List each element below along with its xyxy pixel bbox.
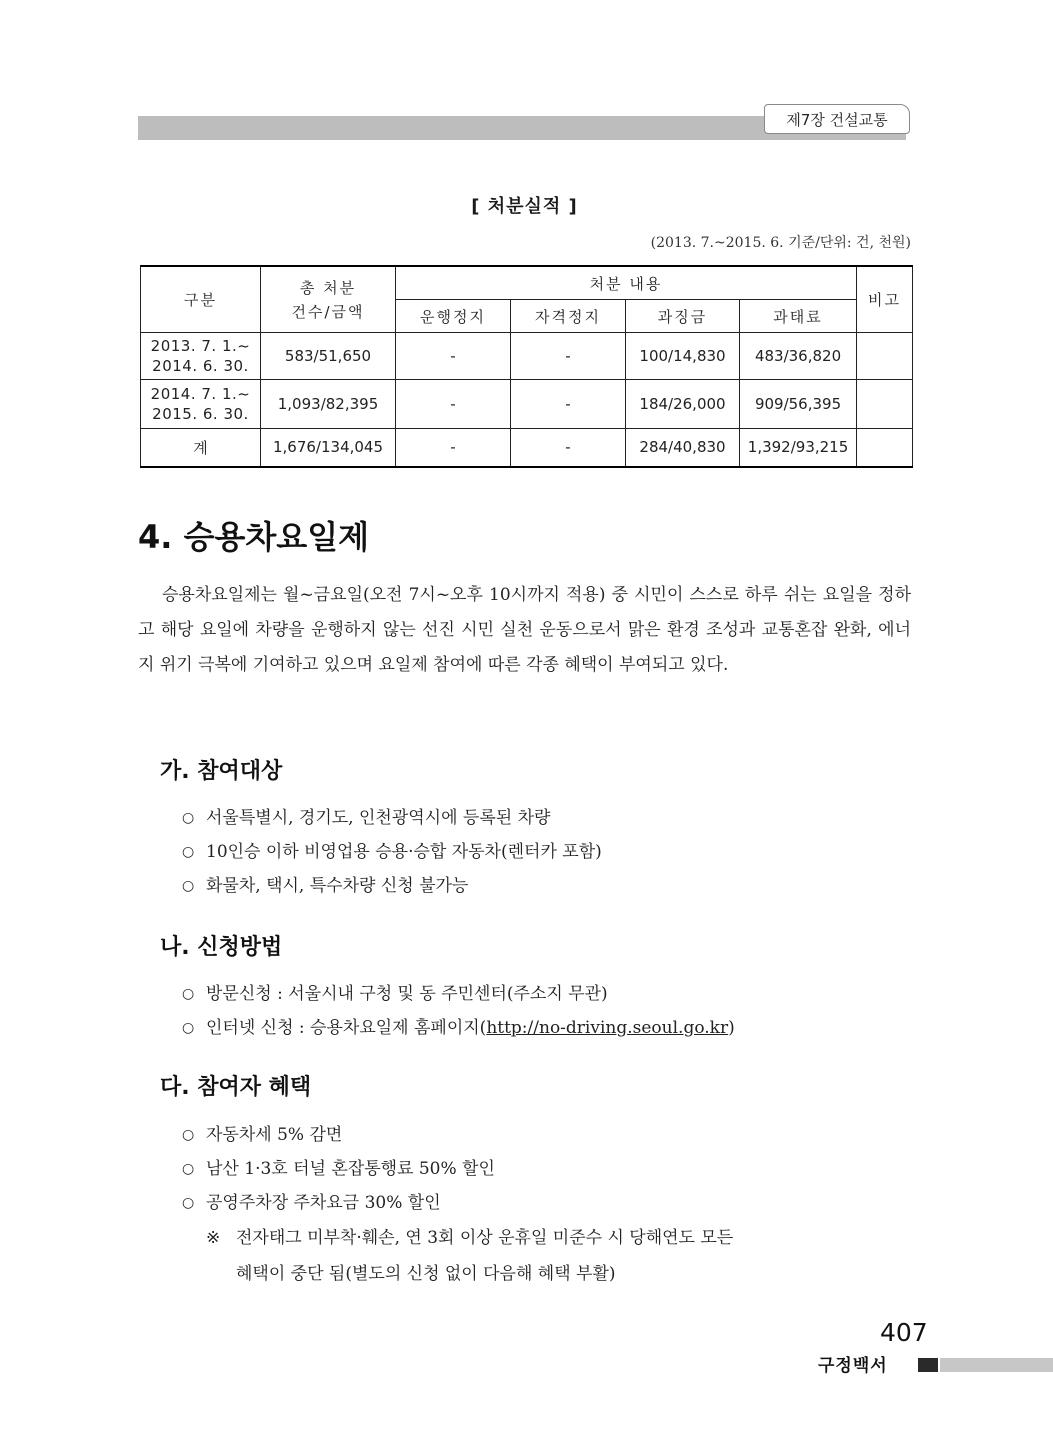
- section-paragraph: 승용차요일제는 월~금요일(오전 7시~오후 10시까지 적용) 중 시민이 스스로 하루 쉬는 요일을 정하고 해당 요일에 차량을 운행하지 않는 선진 시민 실천 운동으로서 맑은 환경 조성과 교통혼잡 완화, 에너지 위기 극복에 기여하고 있으며 요일제 참여에 따른 각종 혜택이 부여되고 있다.: [138, 585, 911, 675]
- table-row: [141, 333, 913, 380]
- page-number: 407: [880, 1318, 928, 1347]
- list-item: [182, 1118, 495, 1152]
- sum-total: 1,676/134,045: [261, 429, 396, 467]
- benefits-note: [206, 1221, 733, 1255]
- disposition-table: [140, 265, 913, 468]
- header-qualification: 자격정지: [511, 300, 626, 333]
- row-penalty: 100/14,830: [626, 333, 740, 380]
- eligibility-list: [182, 801, 602, 903]
- bullet-circle-icon: ○: [182, 986, 195, 1002]
- row-remarks: [857, 380, 913, 429]
- period-end: 2014. 6. 30.: [152, 357, 249, 375]
- note-line-1: 전자태그 미부착·훼손, 연 3회 이상 운휴일 미준수 시 당해연도 모든: [236, 1228, 734, 1248]
- homepage-link[interactable]: http://no-driving.seoul.go.kr: [486, 1018, 729, 1038]
- subsection-benefits-title: 다. 참여자 혜택: [160, 1075, 312, 1100]
- header-total-line2: 건수/금액: [291, 302, 365, 321]
- list-item-text: 서울특별시, 경기도, 인천광역시에 등록된 차량: [206, 808, 551, 828]
- list-item: [182, 869, 602, 903]
- row-total: 583/51,650: [261, 333, 396, 380]
- row-penalty: 184/26,000: [626, 380, 740, 429]
- footer-bar: [940, 1358, 1053, 1372]
- sum-remarks: [857, 429, 913, 467]
- list-item: [182, 1186, 495, 1220]
- row-qualification: -: [511, 380, 626, 429]
- link-close-paren: ): [728, 1018, 735, 1038]
- application-list: [182, 977, 735, 1045]
- list-item-text: 10인승 이하 비영업용 승용·승합 자동차(렌터카 포함): [206, 842, 602, 862]
- list-item-text: 방문신청 : 서울시내 구청 및 동 주민센터(주소지 무관): [206, 984, 608, 1004]
- list-item-text: 인터넷 신청 : 승용차요일제 홈페이지(: [206, 1018, 487, 1038]
- header-category: 구분: [141, 266, 261, 333]
- subsection-application-title: 나. 신청방법: [160, 935, 283, 960]
- table-title: [ 처분실적 ]: [471, 196, 578, 217]
- header-content: 처분 내용: [396, 266, 857, 300]
- sum-qualification: -: [511, 429, 626, 467]
- subsection-eligibility-title: 가. 참여대상: [160, 759, 283, 784]
- row-qualification: -: [511, 333, 626, 380]
- list-item-text: 자동차세 5% 감면: [206, 1125, 343, 1145]
- table-note: (2013. 7.~2015. 6. 기준/단위: 건, 천원): [650, 235, 911, 251]
- benefits-list: [182, 1118, 495, 1220]
- bullet-circle-icon: ○: [182, 1020, 195, 1036]
- row-suspension: -: [396, 380, 511, 429]
- bullet-circle-icon: ○: [182, 844, 195, 860]
- list-item-text: 화물차, 택시, 특수차량 신청 불가능: [206, 876, 469, 896]
- period-start: 2014. 7. 1.~: [150, 385, 251, 403]
- bullet-circle-icon: ○: [182, 878, 195, 894]
- header-total: [261, 266, 396, 333]
- book-title: 구정백서: [818, 1356, 888, 1376]
- row-period: [141, 333, 261, 380]
- reference-mark-icon: ※: [206, 1228, 221, 1248]
- header-remarks: 비고: [857, 266, 913, 333]
- list-item: [182, 835, 602, 869]
- list-item: [182, 977, 735, 1011]
- row-remarks: [857, 333, 913, 380]
- row-suspension: -: [396, 333, 511, 380]
- row-fine: 909/56,395: [740, 380, 857, 429]
- list-item-text: 공영주차장 주차요금 30% 할인: [206, 1193, 441, 1213]
- bullet-circle-icon: ○: [182, 1161, 195, 1177]
- bullet-circle-icon: ○: [182, 1195, 195, 1211]
- period-start: 2013. 7. 1.~: [150, 337, 251, 355]
- table-sum-row: [141, 429, 913, 467]
- list-item: [182, 1152, 495, 1186]
- footer-marker: [918, 1358, 938, 1372]
- section-title: 4. 승용차요일제: [138, 518, 370, 556]
- period-end: 2015. 6. 30.: [152, 405, 249, 423]
- header-suspension: 운행정지: [396, 300, 511, 333]
- row-period: [141, 380, 261, 429]
- header-penalty: 과징금: [626, 300, 740, 333]
- row-fine: 483/36,820: [740, 333, 857, 380]
- header-fine: 과태료: [740, 300, 857, 333]
- list-item-text: 남산 1·3호 터널 혼잡통행료 50% 할인: [206, 1159, 495, 1179]
- table-row: [141, 380, 913, 429]
- benefits-note-line-2: 혜택이 중단 됨(별도의 신청 없이 다음해 혜택 부활): [236, 1264, 616, 1284]
- sum-penalty: 284/40,830: [626, 429, 740, 467]
- sum-suspension: -: [396, 429, 511, 467]
- header-total-line1: 총 처분: [299, 278, 357, 297]
- sum-fine: 1,392/93,215: [740, 429, 857, 467]
- bullet-circle-icon: ○: [182, 810, 195, 826]
- bullet-circle-icon: ○: [182, 1127, 195, 1143]
- list-item: [182, 801, 602, 835]
- list-item: [182, 1011, 735, 1045]
- row-total: 1,093/82,395: [261, 380, 396, 429]
- chapter-tab: 제7장 건설교통: [764, 104, 910, 134]
- sum-label: 계: [141, 429, 261, 467]
